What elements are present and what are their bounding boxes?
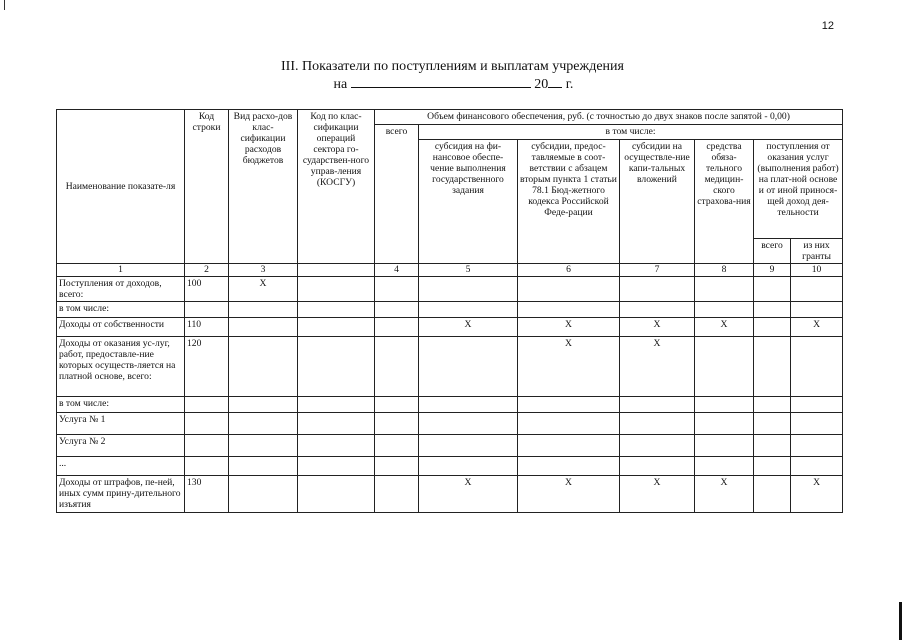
- row-label: в том числе:: [57, 302, 185, 318]
- column-number: [298, 264, 375, 277]
- year-prefix: 20: [534, 77, 549, 92]
- table-cell: [620, 457, 695, 476]
- row-code: 120: [185, 337, 229, 397]
- table-row: [57, 397, 843, 413]
- table-cell: [754, 277, 791, 302]
- table-cell: [229, 318, 298, 337]
- column-number: 3: [229, 264, 298, 277]
- row-label: Доходы от оказания ус-луг, работ, предоставле-ние которых осуществ-ляется на платной основе, всего:: [57, 337, 185, 397]
- header-name: Наименование показате-ля: [57, 110, 185, 264]
- table-cell: [419, 457, 518, 476]
- table-row: [57, 476, 843, 513]
- table-cell: [518, 413, 620, 435]
- table-cell: [791, 435, 843, 457]
- column-number: 5: [419, 264, 518, 277]
- table-cell: X: [620, 318, 695, 337]
- date-prefix: на: [333, 77, 348, 92]
- table-cell: [754, 435, 791, 457]
- table-cell: [695, 457, 754, 476]
- row-label: Услуга № 2: [57, 435, 185, 457]
- table-cell: [375, 476, 419, 513]
- table-cell: [298, 435, 375, 457]
- table-cell: [419, 302, 518, 318]
- table-row: [57, 337, 843, 397]
- row-label: в том числе:: [57, 397, 185, 413]
- header-row: [57, 110, 843, 125]
- header-paid-total: всего: [754, 239, 791, 264]
- table-cell: [229, 476, 298, 513]
- table-cell: [375, 435, 419, 457]
- date-line: [2, 75, 905, 93]
- header-oms: средства обяза-тельного медицин-ского страхова-ния: [695, 140, 754, 264]
- header-subsidy-capital: субсидии на осуществле-ние капи-тальных вложений: [620, 140, 695, 264]
- table-cell: [419, 413, 518, 435]
- table-cell: [791, 302, 843, 318]
- table-cell: [754, 476, 791, 513]
- row-label: Поступления от доходов, всего:: [57, 277, 185, 302]
- table-cell: [695, 302, 754, 318]
- table-cell: [620, 277, 695, 302]
- table-cell: [791, 413, 843, 435]
- header-total: всего: [375, 125, 419, 264]
- table-cell: [695, 277, 754, 302]
- table-cell: [375, 337, 419, 397]
- table-cell: [791, 457, 843, 476]
- header-including: в том числе:: [419, 125, 843, 140]
- table-cell: [620, 435, 695, 457]
- table-cell: [375, 397, 419, 413]
- table-cell: [695, 413, 754, 435]
- table-row: [57, 318, 843, 337]
- table-cell: [229, 397, 298, 413]
- table-cell: [419, 397, 518, 413]
- table-cell: [375, 413, 419, 435]
- column-number: 1: [57, 264, 185, 277]
- scan-edge-mark: [899, 602, 902, 640]
- table-cell: [791, 397, 843, 413]
- table-cell: [419, 435, 518, 457]
- column-number: 10: [791, 264, 843, 277]
- table-row: [57, 413, 843, 435]
- table-cell: [298, 457, 375, 476]
- header-subsidy-task: субсидия на фи-нансовое обеспе-чение выполнения государственного задания: [419, 140, 518, 264]
- table-row: [57, 435, 843, 457]
- table-cell: [518, 277, 620, 302]
- table-cell: [375, 302, 419, 318]
- table-cell: [298, 277, 375, 302]
- table-cell: [229, 457, 298, 476]
- year-suffix: г.: [565, 77, 574, 92]
- year-blank: [548, 75, 562, 88]
- table-cell: [754, 318, 791, 337]
- table-cell: [518, 435, 620, 457]
- section-heading: [0, 58, 905, 93]
- table-cell: [419, 277, 518, 302]
- table-cell: [791, 337, 843, 397]
- table-cell: X: [791, 318, 843, 337]
- row-label: Доходы от собственности: [57, 318, 185, 337]
- header-volume: Объем финансового обеспечения, руб. (с точностью до двух знаков после запятой - 0,00): [375, 110, 843, 125]
- header-row-code: Код строки: [185, 110, 229, 264]
- row-label: Доходы от штрафов, пе-ней, иных сумм прину-дительного изъятия: [57, 476, 185, 513]
- table-cell: [298, 337, 375, 397]
- column-number: 8: [695, 264, 754, 277]
- table-cell: [229, 302, 298, 318]
- header-kosgu: Код по клас-сификации операций сектора го-сударствен-ного управ-ления (КОСГУ): [298, 110, 375, 264]
- table-cell: [695, 337, 754, 397]
- header-subsidy-78-1: субсидии, предос-тавляемые в соот-ветствии с абзацем вторым пункта 1 статьи 78.1 Бюд-жетного кодекса Российской Феде-рации: [518, 140, 620, 264]
- row-code: [185, 413, 229, 435]
- table-cell: [754, 413, 791, 435]
- column-number: 9: [754, 264, 791, 277]
- row-code: [185, 397, 229, 413]
- row-code: [185, 435, 229, 457]
- table-cell: [518, 457, 620, 476]
- table-row: [57, 457, 843, 476]
- table-cell: [298, 413, 375, 435]
- row-code: 100: [185, 277, 229, 302]
- table-cell: [620, 397, 695, 413]
- table-cell: [375, 318, 419, 337]
- table-cell: [229, 413, 298, 435]
- table-cell: [375, 457, 419, 476]
- table-cell: X: [620, 337, 695, 397]
- table-cell: [298, 302, 375, 318]
- column-number: 2: [185, 264, 229, 277]
- row-label: ...: [57, 457, 185, 476]
- row-code: [185, 302, 229, 318]
- table-cell: [620, 302, 695, 318]
- receipts-table: [56, 109, 843, 513]
- column-number: 7: [620, 264, 695, 277]
- header-paid-grants: из них гранты: [791, 239, 843, 264]
- table-cell: [695, 435, 754, 457]
- row-label: Услуга № 1: [57, 413, 185, 435]
- table-cell: X: [695, 318, 754, 337]
- page-number: 12: [821, 20, 834, 32]
- table-cell: [298, 476, 375, 513]
- column-numbers-row: [57, 264, 843, 277]
- table-cell: [298, 318, 375, 337]
- table-cell: [419, 337, 518, 397]
- header-expense-type: Вид расхо-дов клас-сификации расходов бюджетов: [229, 110, 298, 264]
- table-cell: [754, 457, 791, 476]
- header-paid-services: поступления от оказания услуг (выполнения работ) на плат-ной основе и от иной принося-щей доход дея-тельности: [754, 140, 843, 239]
- table-cell: X: [419, 476, 518, 513]
- table-cell: [298, 397, 375, 413]
- date-blank: [351, 75, 531, 88]
- table-cell: X: [620, 476, 695, 513]
- table-cell: X: [419, 318, 518, 337]
- table-cell: [518, 397, 620, 413]
- scan-edge-mark: [4, 0, 5, 10]
- table-cell: X: [229, 277, 298, 302]
- column-number: 6: [518, 264, 620, 277]
- table-row: [57, 277, 843, 302]
- table-row: [57, 302, 843, 318]
- table-cell: X: [518, 337, 620, 397]
- table-cell: [375, 277, 419, 302]
- section-title: III. Показатели по поступлениям и выплатам учреждения: [281, 59, 624, 74]
- row-code: 130: [185, 476, 229, 513]
- table-cell: [518, 302, 620, 318]
- table-cell: [754, 302, 791, 318]
- row-code: [185, 457, 229, 476]
- table-cell: X: [518, 318, 620, 337]
- table-cell: X: [518, 476, 620, 513]
- table-cell: [695, 397, 754, 413]
- table-cell: [754, 337, 791, 397]
- column-number: 4: [375, 264, 419, 277]
- table-cell: [791, 277, 843, 302]
- row-code: 110: [185, 318, 229, 337]
- table-cell: [754, 397, 791, 413]
- table-cell: [620, 413, 695, 435]
- table-cell: X: [791, 476, 843, 513]
- table-cell: X: [695, 476, 754, 513]
- table-cell: [229, 435, 298, 457]
- table-cell: [229, 337, 298, 397]
